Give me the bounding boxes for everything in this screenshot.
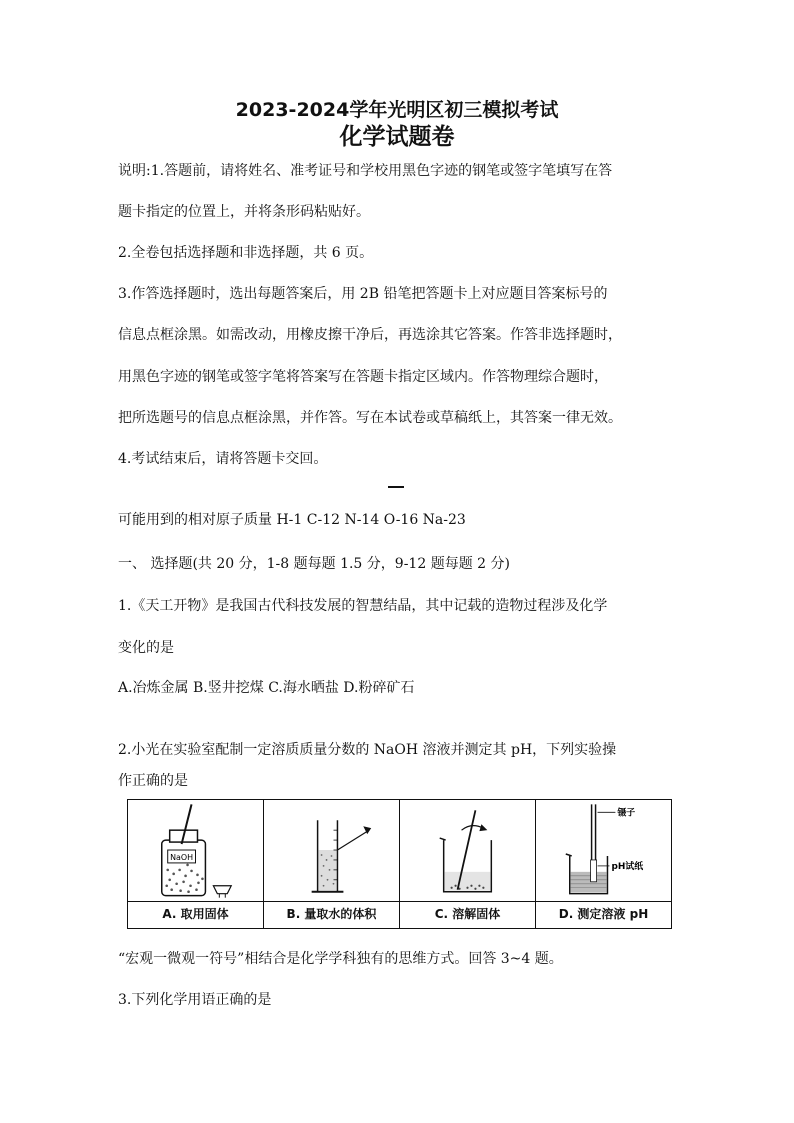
instruction-line-4: 3.作答选择题时，选出每题答案后，用 2B 铅笔把答题卡上对应题目答案标号的 (118, 286, 608, 302)
section-heading: 一、 选择题(共 20 分，1-8 题每题 1.5 分，9-12 题每题 2 分) (118, 556, 510, 572)
question-2-line-2: 作正确的是 (118, 773, 188, 789)
beaker-stirring-illustration (400, 800, 535, 904)
instruction-line-7: 把所选题号的信息点框涂黑，并作答。写在本试卷或草稿纸上，其答案一律无效。 (118, 410, 622, 426)
instruction-line-8: 4.考试结束后，请将答题卡交回。 (118, 451, 328, 467)
graduated-cylinder-illustration (264, 800, 399, 904)
instruction-line-2: 题卡指定的位置上，并将条形码粘贴好。 (118, 204, 370, 220)
exam-subtitle: 化学试题卷 (339, 124, 455, 150)
exam-title: 2023-2024学年光明区初三模拟考试 (235, 99, 559, 121)
naoh-label: NaOH (170, 852, 194, 862)
instruction-line-5: 信息点框涂黑。如需改动，用橡皮擦干净后，再选涂其它答案。作答非选择题时， (118, 327, 622, 343)
intro-3-4: “宏观一微观一符号”相结合是化学学科独有的思维方式。回答 3~4 题。 (118, 951, 563, 967)
question-1-line-1: 1.《天工开物》是我国古代科技发展的智慧结晶，其中记载的造物过程涉及化学 (118, 598, 608, 614)
caption-a: A. 取用固体 (128, 901, 263, 928)
question-3: 3.下列化学用语正确的是 (118, 992, 272, 1008)
figure-cell-a (128, 800, 264, 928)
figure-cell-b (264, 800, 400, 928)
ph-test-illustration (536, 800, 671, 904)
question-1-options: A.冶炼金属 B.竖井挖煤 C.海水晒盐 D.粉碎矿石 (118, 680, 415, 696)
atomic-masses: 可能用到的相对原子质量 H-1 C-12 N-14 O-16 Na-23 (118, 512, 466, 528)
tweezers-label: 镊子 (617, 808, 636, 819)
figure-cell-c (400, 800, 536, 928)
divider-mark (388, 486, 404, 488)
reagent-bottle-illustration (128, 800, 263, 904)
caption-b: B. 量取水的体积 (264, 901, 399, 928)
instruction-line-6: 用黑色字迹的钢笔或签字笔将答案写在答题卡指定区域内。作答物理综合题时， (118, 369, 608, 385)
question-1-line-2: 变化的是 (118, 640, 174, 656)
experiment-figure (127, 799, 672, 929)
question-2-line-1: 2.小光在实验室配制一定溶质质量分数的 NaOH 溶液并测定其 pH，下列实验操 (118, 742, 617, 758)
caption-c: C. 溶解固体 (400, 901, 535, 928)
instruction-line-3: 2.全卷包括选择题和非选择题，共 6 页。 (118, 245, 374, 261)
figure-cell-d (536, 800, 671, 928)
instruction-line-1: 说明:1.答题前，请将姓名、准考证号和学校用黑色字迹的钢笔或签字笔填写在答 (118, 163, 613, 179)
caption-d: D. 测定溶液 pH (536, 901, 671, 928)
ph-paper-label: pH试纸 (611, 861, 644, 872)
